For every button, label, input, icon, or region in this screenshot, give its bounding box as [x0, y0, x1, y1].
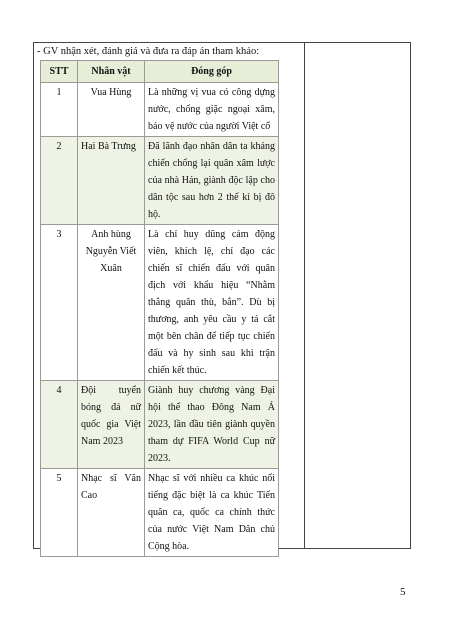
- row-name: Đội tuyển bóng đá nữ quốc gia Việt Nam 2023: [78, 381, 145, 469]
- row-stt: 1: [41, 83, 78, 137]
- row-name: Hai Bà Trưng: [78, 137, 145, 225]
- header-contribution: Đóng góp: [145, 61, 279, 83]
- row-contribution: Nhạc sĩ với nhiều ca khúc nổi tiếng đặc biệt là ca khúc Tiến quân ca, quốc ca chính thức của nước Việt Nam Dân chủ Cộng hòa.: [145, 469, 279, 557]
- table-row: [41, 469, 279, 557]
- page-number: 5: [400, 586, 406, 598]
- table-row: [41, 83, 279, 137]
- answer-table: [40, 60, 279, 557]
- table-row: [41, 225, 279, 381]
- row-name: Anh hùng Nguyễn Viết Xuân: [78, 225, 145, 381]
- header-stt: STT: [41, 61, 78, 83]
- row-stt: 3: [41, 225, 78, 381]
- row-name: Vua Hùng: [78, 83, 145, 137]
- column-divider: [304, 43, 305, 548]
- row-stt: 2: [41, 137, 78, 225]
- intro-text: - GV nhận xét, đánh giá và đưa ra đáp án tham khảo:: [37, 46, 260, 57]
- row-contribution: Giành huy chương vàng Đại hội thể thao Đông Nam Á 2023, lần đầu tiên giành quyền tham dự FIFA World Cup nữ 2023.: [145, 381, 279, 469]
- row-contribution: Đã lãnh đạo nhân dân ta kháng chiến chống lại quân xâm lược của nhà Hán, giành độc lập cho dân tộc sau hơn 2 thế kỉ bị đô hộ.: [145, 137, 279, 225]
- header-name: Nhân vật: [78, 61, 145, 83]
- row-stt: 5: [41, 469, 78, 557]
- table-header-row: [41, 61, 279, 83]
- row-name: Nhạc sĩ Văn Cao: [78, 469, 145, 557]
- row-contribution: Là chỉ huy dũng cảm động viên, khích lệ, chỉ đạo các chiến sĩ chiến đấu với quân địch với khẩu hiệu “Nhằm thẳng quân thù, bắn”. Dù bị thương, anh yêu cầu y tá cắt một bên chân để tiếp tục chiến đấu và hy sinh sau khi trận chiến kết thúc.: [145, 225, 279, 381]
- row-contribution: Là những vị vua có công dựng nước, chống giặc ngoại xâm, bảo vệ nước của người Việt cổ: [145, 83, 279, 137]
- table-row: [41, 381, 279, 469]
- table-row: [41, 137, 279, 225]
- lesson-frame: [33, 42, 411, 552]
- row-stt: 4: [41, 381, 78, 469]
